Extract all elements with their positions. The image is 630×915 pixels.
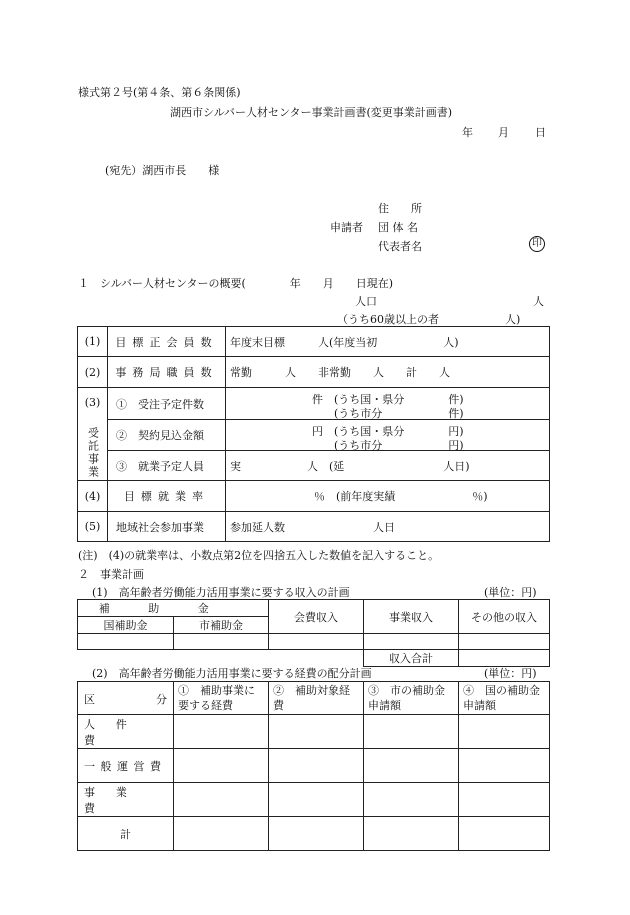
city-subsidy-header: 市補助金 [174, 617, 269, 634]
row-number: (2) [78, 357, 108, 388]
national-subsidy-value[interactable] [78, 634, 174, 650]
note-text: (注) (4)の就業率は、小数点第2位を四捨五入した数値を記入すること。 [78, 549, 440, 562]
row-label: 事務局職員数 [108, 357, 226, 388]
expense-row-total [78, 817, 550, 851]
row-label: 計 [78, 817, 174, 851]
contract-cell [78, 388, 108, 481]
value-cell[interactable] [364, 817, 459, 851]
value-cell[interactable] [174, 715, 269, 749]
section1-heading: １ シルバー人材センターの概要( 年 月 日現在) [78, 277, 394, 290]
overview-table [77, 326, 550, 542]
addressee: (宛先）湖西市長 様 [105, 164, 220, 177]
overview-row-workers [78, 451, 550, 481]
business-income-header: 事業収入 [364, 600, 459, 634]
seal-glyph: 印 [529, 236, 545, 252]
value-cell[interactable] [364, 783, 459, 817]
organization-label: 団 体 名 [378, 221, 418, 234]
income-value-row [78, 634, 550, 650]
representative-label: 代表者名 [378, 240, 422, 253]
row-label: ① 受注予定件数 [108, 388, 226, 420]
row-label: 地域社会参加事業 [108, 512, 226, 542]
value-cell[interactable] [174, 817, 269, 851]
overview-row-contract-amount [78, 420, 550, 451]
fees-value[interactable] [269, 634, 364, 650]
value-cell[interactable] [364, 749, 459, 783]
row-label: ③ 就業予定人員 [108, 451, 226, 481]
category-header [78, 682, 174, 715]
row-value: 年度末目標 人(年度当初 人) [226, 327, 550, 357]
value-cell[interactable] [459, 715, 550, 749]
row-value: 参加延人数 人日 [226, 512, 550, 542]
business-income-value[interactable] [364, 634, 459, 650]
value-cell[interactable] [174, 749, 269, 783]
overview-row-orders [78, 388, 550, 420]
expense-row-personnel [78, 715, 550, 749]
subsidy-header: 補助金 [78, 600, 269, 617]
amount-national-sub: (うち国・県分 円) [334, 424, 464, 438]
over60-label: （うち60歳以上の者 人) [337, 313, 521, 326]
order-city-sub: (うち市分 件) [334, 406, 464, 420]
city-subsidy-value[interactable] [174, 634, 269, 650]
amount-unit: 円 [312, 424, 323, 438]
income-total-label: 収入合計 [364, 650, 459, 667]
value-cell[interactable] [459, 783, 550, 817]
value-cell[interactable] [269, 817, 364, 851]
eligible-expense-header: ② 補助対象経費 [269, 682, 364, 715]
national-request-header: ④ 国の補助金申請額 [459, 682, 550, 715]
row-number: (4) [78, 481, 108, 512]
row-label: ② 契約見込金額 [108, 420, 226, 451]
national-subsidy-header: 国補助金 [78, 617, 174, 634]
form-number: 様式第２号(第４条、第６条関係) [78, 86, 241, 99]
value-cell[interactable] [459, 817, 550, 851]
population-label: 人口 [355, 295, 377, 308]
row-value: 実 人 (延 人日) [226, 451, 550, 481]
other-income-header: その他の収入 [459, 600, 550, 634]
expense-plan-title: (2) 高年齢者労働能力活用事業に要する経費の配分計画 [92, 667, 372, 680]
row-label: 人件費 [78, 715, 174, 749]
row-label: 一般運営費 [78, 749, 174, 783]
address-label: 住 所 [378, 202, 422, 215]
subsidy-expense-header: ① 補助事業に要する経費 [174, 682, 269, 715]
row-number: (5) [78, 512, 108, 542]
fees-header: 会費収入 [269, 600, 364, 634]
value-cell[interactable] [269, 749, 364, 783]
row-number: (3) [84, 396, 101, 409]
row-label: 目標就業率 [108, 481, 226, 512]
income-plan-title: (1) 高年齢者労働能力活用事業に要する収入の計画 [92, 586, 350, 599]
section2-heading: ２ 事業計画 [78, 568, 144, 581]
income-table [77, 599, 550, 667]
category-header-left: 区 [84, 693, 95, 706]
applicant-label: 申請者 [330, 221, 363, 234]
row-value: 常勤 人 非常勤 人 計 人 [226, 357, 550, 388]
order-national-sub: (うち国・県分 件) [334, 392, 464, 406]
date-day-label: 日 [535, 126, 546, 139]
value-cell[interactable] [269, 783, 364, 817]
document-title: 湖西市シルバー人材センター事業計画書(変更事業計画書) [170, 106, 453, 119]
value-cell[interactable] [174, 783, 269, 817]
expense-table [77, 681, 550, 851]
row-label: 目標正会員数 [108, 327, 226, 357]
value-cell[interactable] [459, 749, 550, 783]
row-number: (1) [78, 327, 108, 357]
expense-unit: (単位：円) [484, 667, 537, 680]
income-total-row [78, 650, 550, 667]
date-month-label: 月 [498, 126, 509, 139]
category-header-right: 分 [156, 693, 167, 706]
contract-vertical-label: 受託事業 [86, 427, 100, 479]
population-unit: 人 [533, 295, 544, 308]
overview-row-community [78, 512, 550, 542]
city-request-header: ③ 市の補助金申請額 [364, 682, 459, 715]
expense-row-project [78, 783, 550, 817]
overview-row-members [78, 327, 550, 357]
row-value [226, 420, 550, 451]
seal-mark [529, 236, 545, 252]
amount-city-sub: (うち市分 円) [334, 438, 464, 452]
other-income-value[interactable] [459, 634, 550, 650]
order-count-unit: 件 [312, 392, 323, 406]
overview-row-staff [78, 357, 550, 388]
overview-row-employment-rate [78, 481, 550, 512]
expense-row-operations [78, 749, 550, 783]
row-value [226, 388, 550, 420]
value-cell[interactable] [364, 715, 459, 749]
row-label: 事業費 [78, 783, 174, 817]
value-cell[interactable] [269, 715, 364, 749]
income-unit: (単位：円) [484, 586, 537, 599]
income-total-value[interactable] [459, 650, 550, 667]
row-value: ％ (前年度実績 ％) [226, 481, 550, 512]
date-year-label: 年 [462, 126, 473, 139]
